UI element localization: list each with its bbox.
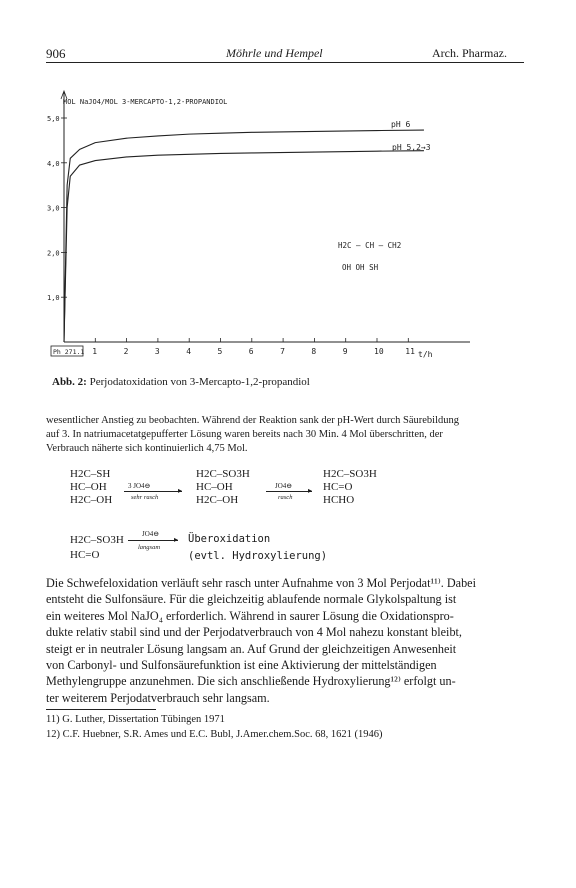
y-axis-label: MOL NaJO4/MOL 3-MERCAPTO-1,2-PROPANDIOL	[63, 98, 228, 106]
paragraph-2-line: steigt er in neutraler Lösung langsam an. Auf Grund der gleichzeitigen Anwesenheit	[46, 641, 457, 656]
arrow-2-reagent: JO4⊖	[275, 482, 293, 490]
arrow-1-condition: sehr rasch	[131, 494, 159, 501]
series-line-0	[64, 130, 424, 342]
x-tick-label: 11	[405, 347, 415, 356]
footnotes	[46, 712, 382, 742]
footnote-rule	[46, 709, 156, 710]
series-label-ph6: pH 6	[391, 120, 411, 129]
arrow-2-head: ▸	[308, 486, 313, 495]
arrow-1-shaft	[124, 491, 182, 492]
x-axis-label: t/h	[418, 350, 433, 359]
paragraph-1	[46, 414, 459, 456]
molecule-line: HC=O	[70, 549, 100, 561]
x-tick-label: 5	[217, 347, 223, 356]
x-tick-label: 8	[311, 347, 317, 356]
caption-text: Perjodatoxidation von 3-Mercapto-1,2-propandiol	[89, 376, 310, 388]
x-tick-label: 6	[248, 347, 254, 356]
footnote-11: 11) G. Luther, Dissertation Tübingen 1971	[46, 714, 225, 725]
paragraph-2-line: von Carbonyl- und Sulfonsäurefunktion ist eine Aktivierung der mittelständigen	[46, 658, 437, 673]
molecule-aldehyde-sulfonic	[70, 534, 124, 561]
x-tick-label: 10	[374, 347, 384, 356]
molecule-line: H2C–SO3H	[196, 468, 250, 480]
running-head-authors: Möhrle und Hempel	[226, 46, 323, 60]
running-head-journal: Arch. Pharmaz.	[432, 46, 507, 60]
molecule-mercaptopropandiol	[70, 468, 112, 506]
y-tick-label: 1,0	[47, 294, 60, 303]
y-tick-label: 3,0	[47, 204, 60, 213]
caption-label: Abb. 2:	[52, 376, 87, 388]
molecule-line: HCHO	[323, 494, 355, 506]
paragraph-2	[46, 575, 476, 706]
molecule-line: H2C–OH	[70, 494, 113, 506]
molecule-line: HC–OH	[196, 481, 233, 493]
molecule-line: H2C–OH	[196, 494, 239, 506]
x-tick-label: 9	[342, 347, 348, 356]
series-label-ph52: pH 5,2→3	[392, 143, 431, 152]
molecule-line: H2C–SO3H	[70, 534, 124, 546]
paragraph-2-line: ter weiterem Perjodatverbrauch sehr langsam.	[46, 690, 270, 705]
arrow-1-head: ▸	[178, 486, 183, 495]
header-rule	[46, 62, 524, 63]
x-tick-label: 4	[186, 347, 192, 356]
page-number: 906	[46, 46, 66, 61]
overoxidation-label: Überoxidation	[188, 533, 271, 545]
arrow-3-shaft	[128, 540, 178, 541]
footnote-12: 12) C.F. Huebner, S.R. Ames und E.C. Bubl, J.Amer.chem.Soc. 68, 1621 (1946)	[46, 729, 383, 740]
y-tick-label: 2,0	[47, 249, 60, 258]
molecule-cleavage-products	[323, 468, 377, 506]
x-tick-label: 2	[123, 347, 129, 356]
x-tick-label: 3	[154, 347, 160, 356]
x-tick-label: 7	[280, 347, 285, 356]
arrow-2-shaft	[266, 491, 312, 492]
y-tick-label: 4,0	[47, 159, 60, 168]
paragraph-2-line: entsteht die Sulfonsäure. Für die gleichzeitig ablaufende normale Glykolspaltung ist	[46, 592, 457, 607]
chart	[0, 80, 576, 370]
arrow-3-head: ▸	[174, 535, 179, 544]
arrow-1-reagent: 3 JO4⊖	[128, 482, 151, 490]
svg-text:Ph 271.1: Ph 271.1	[53, 348, 85, 356]
paragraph-2-line: ein weiteres Mol NaJO₄ erforderlich. Während in saurer Lösung die Oxidationspro-	[46, 608, 454, 623]
figure-code-box	[51, 346, 84, 356]
molecule-line: H2C–SH	[70, 468, 111, 480]
arrow-2-condition: rasch	[278, 494, 293, 501]
structure-formula-bottom: OH OH SH	[342, 263, 379, 272]
hydroxylation-note: (evtl. Hydroxylierung)	[188, 550, 328, 562]
paragraph-1-line: wesentlicher Anstieg zu beobachten. Während der Reaktion sank der pH-Wert durch Säurebildung	[46, 415, 459, 426]
arrow-3-condition: langsam	[138, 544, 161, 551]
paragraph-2-line: dukte relativ stabil sind und der Perjodatverbrauch von 4 Mol nahezu konstant bleibt,	[46, 625, 462, 640]
paragraph-2-line: Die Schwefeloxidation verläuft sehr rasch unter Aufnahme von 3 Mol Perjodat¹¹⁾. Dabei	[46, 576, 476, 590]
paragraph-1-line: auf 3. In natriumacetatgepufferter Lösung waren bereits nach 30 Min. 4 Mol überschritten, der	[46, 429, 443, 440]
y-tick-label: 5,0	[47, 115, 60, 123]
figure-caption	[52, 376, 310, 388]
arrow-3-reagent: JO4⊖	[142, 530, 160, 538]
molecule-line: H2C–SO3H	[323, 468, 377, 480]
paragraph-1-line: Verbrauch näherte sich kontinuierlich 4,75 Mol.	[46, 443, 248, 454]
molecule-line: HC=O	[323, 481, 353, 493]
x-tick-label: 1	[92, 347, 98, 356]
paragraph-2-line: Methylengruppe anzunehmen. Die sich anschließende Hydroxylierung¹²⁾ erfolgt un-	[46, 674, 456, 689]
molecule-sulfonic-acid	[196, 468, 250, 506]
molecule-line: HC–OH	[70, 481, 107, 493]
structure-formula-top: H2C — CH — CH2	[338, 241, 402, 250]
